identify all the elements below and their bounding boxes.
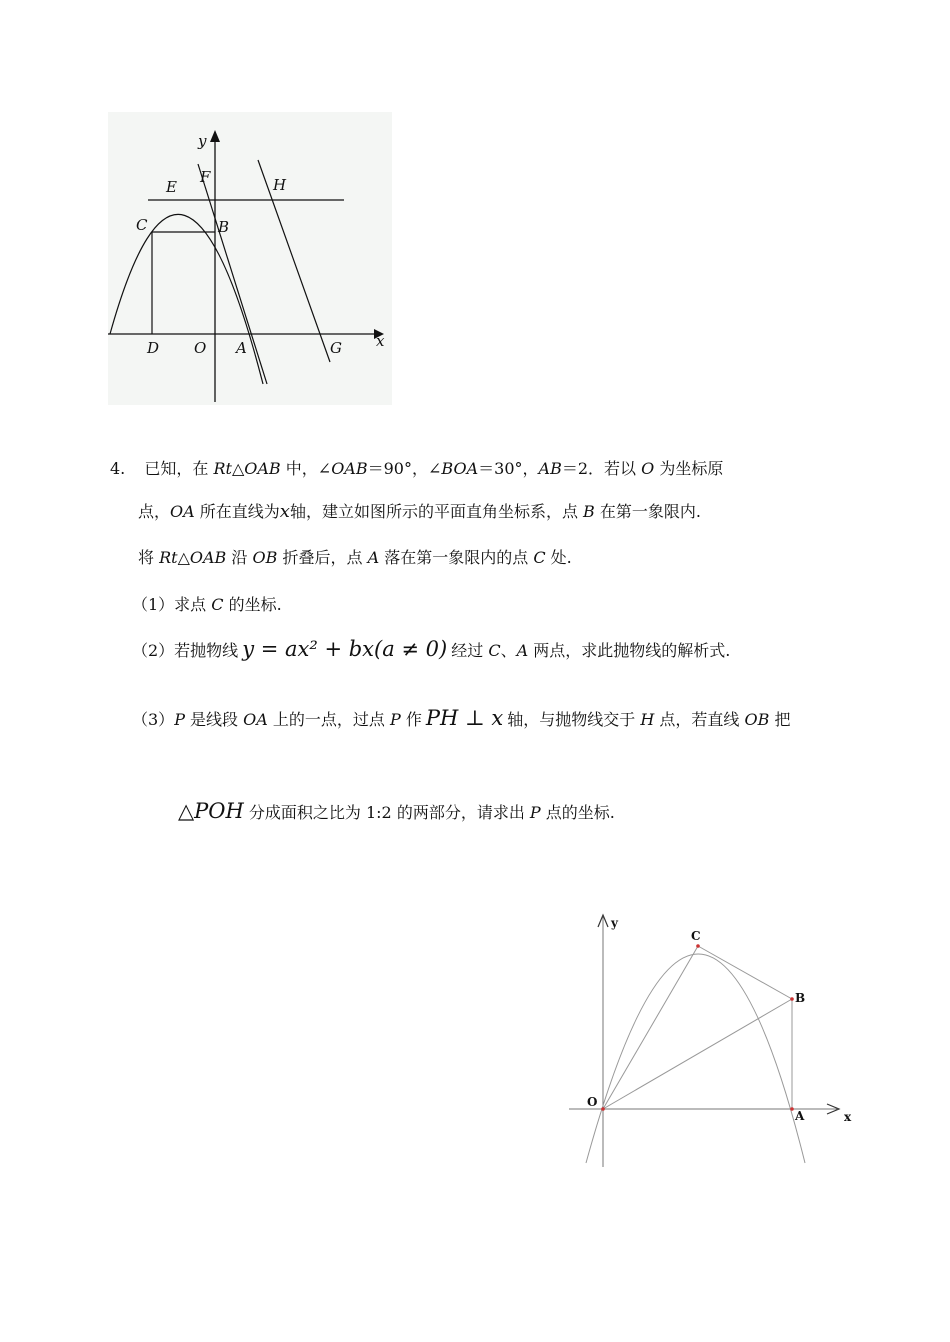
- label-y: y: [611, 916, 618, 930]
- segment-ob: [603, 999, 792, 1109]
- question-1: （1）求点 C 的坐标.: [132, 595, 282, 614]
- problem-line-3: 将 Rt△OAB 沿 OB 折叠后，点 A 落在第一象限内的点 C 处.: [138, 548, 572, 567]
- triangle-poh: △POH: [178, 799, 244, 823]
- segment-cb: [698, 946, 792, 999]
- figure-1: [108, 112, 392, 405]
- figure-2: [565, 905, 865, 1170]
- figure-2-svg: [565, 905, 865, 1170]
- parabola-formula: y = ax² + bx(a ≠ 0): [242, 637, 448, 661]
- label-c: C: [691, 929, 701, 943]
- label-a: A: [236, 339, 247, 357]
- label-o: O: [587, 1095, 598, 1109]
- line-fa: [198, 164, 267, 384]
- point-c: [696, 944, 700, 948]
- point-b: [790, 997, 794, 1001]
- label-x: x: [376, 332, 385, 350]
- question-3-continued: △POH 分成面积之比为 1:2 的两部分，请求出 P 点的坐标.: [178, 799, 615, 823]
- label-g: G: [330, 339, 342, 357]
- label-a: A: [795, 1109, 805, 1123]
- problem-line-1: 4. 已知，在 Rt△OAB 中，∠OAB＝90°，∠BOA＝30°，AB＝2．若以 O 为坐标原: [110, 459, 724, 478]
- parabola: [586, 954, 805, 1163]
- y-axis-arrow: [210, 130, 220, 142]
- point-o: [601, 1107, 605, 1111]
- label-c: C: [136, 216, 148, 234]
- question-2: （2）若抛物线 y = ax² + bx(a ≠ 0) 经过 C、A 两点，求此抛物线的解析式.: [132, 637, 731, 661]
- label-e: E: [166, 178, 177, 196]
- problem-number: 4.: [110, 459, 126, 478]
- point-a: [790, 1107, 794, 1111]
- label-o: O: [194, 339, 207, 357]
- label-h: H: [273, 176, 287, 194]
- segment-oc: [603, 946, 698, 1109]
- label-f: F: [200, 168, 211, 186]
- perpendicular-formula: PH ⊥ x: [425, 706, 504, 730]
- label-y: y: [198, 132, 207, 150]
- label-d: D: [147, 339, 160, 357]
- problem-line-2: 点，OA 所在直线为x轴，建立如图所示的平面直角坐标系，点 B 在第一象限内.: [138, 501, 701, 522]
- label-b: B: [218, 218, 230, 236]
- question-3: （3）P 是线段 OA 上的一点，过点 P 作 PH ⊥ x 轴，与抛物线交于 H 点，若直线 OB 把: [132, 706, 791, 730]
- line-hg: [258, 160, 330, 362]
- label-x: x: [844, 1110, 852, 1124]
- label-b: B: [795, 991, 806, 1005]
- figure-1-svg: [108, 112, 392, 405]
